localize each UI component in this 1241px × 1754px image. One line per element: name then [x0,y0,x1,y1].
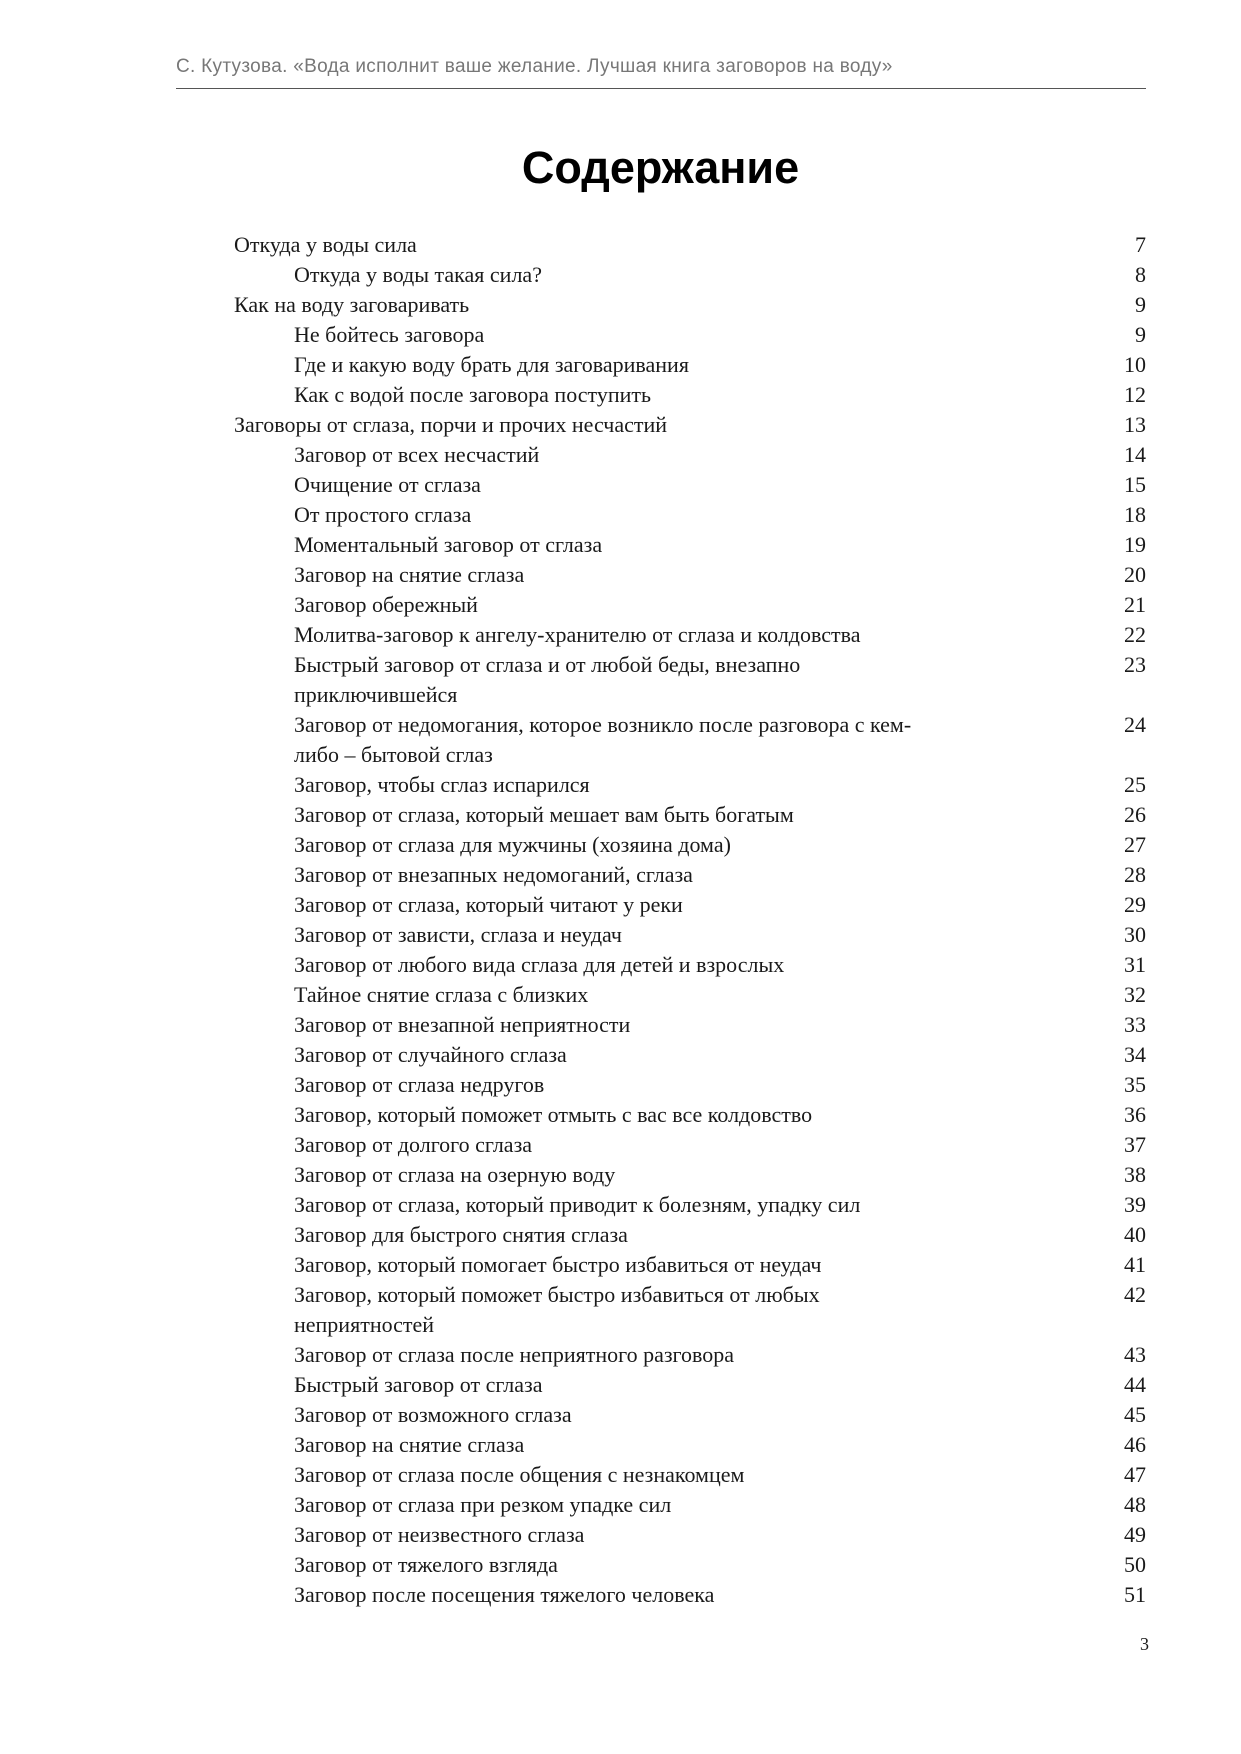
toc-entry-title: Заговор на снятие сглаза [294,562,525,587]
toc-entry-page: 40 [1124,1222,1146,1247]
toc-entry-page: 32 [1124,982,1146,1007]
toc-entry-title: Заговор от сглаза, который мешает вам быть богатым [294,802,794,827]
toc-entry-title: Заговор от сглаза, который приводит к болезням, упадку сил [294,1192,861,1217]
toc-entry-page: 12 [1124,382,1146,407]
toc-entry-page: 7 [1135,232,1146,257]
toc-entry-page: 14 [1124,442,1146,467]
toc-entry[interactable] [234,1100,1146,1130]
toc-entry[interactable] [234,1430,1146,1460]
toc-entry-page: 10 [1124,352,1146,377]
toc-entry[interactable] [234,860,1146,890]
toc-entry-title: Моментальный заговор от сглаза [294,532,603,557]
toc-entry[interactable] [234,1370,1146,1400]
table-of-contents [234,230,1146,1610]
toc-entry-title: Заговор от сглаза для мужчины (хозяина дома) [294,832,731,857]
toc-entry-page: 29 [1124,892,1146,917]
toc-entry-page: 9 [1135,322,1146,347]
toc-entry-title: Заговор от сглаза на озерную воду [294,1162,616,1187]
toc-entry[interactable] [234,590,1146,620]
toc-entry-title: Заговор от всех несчастий [294,442,540,467]
toc-entry[interactable] [234,1400,1146,1430]
toc-entry-page: 44 [1124,1372,1146,1397]
toc-entry[interactable] [234,980,1146,1010]
toc-entry[interactable] [234,1220,1146,1250]
toc-entry-title: Заговор от недомогания, которое возникло после разговора с кем-либо – бытовой сглаз [294,712,912,767]
toc-entry[interactable] [234,350,1146,380]
toc-entry[interactable] [234,1490,1146,1520]
toc-entry-page: 30 [1124,922,1146,947]
toc-entry-title: Заговор от любого вида сглаза для детей и взрослых [294,952,785,977]
toc-entry-title: Как с водой после заговора поступить [294,382,652,407]
toc-entry-title: Заговор от неизвестного сглаза [294,1522,585,1547]
toc-entry-page: 38 [1124,1162,1146,1187]
toc-entry-page: 43 [1124,1342,1146,1367]
toc-entry-title: Не бойтесь заговора [294,322,485,347]
toc-entry-title: Заговор от сглаза недругов [294,1072,545,1097]
toc-entry-page: 21 [1124,592,1146,617]
toc-entry-title: Заговор от сглаза, который читают у реки [294,892,683,917]
toc-entry-title: Заговор для быстрого снятия сглаза [294,1222,628,1247]
toc-entry[interactable] [234,890,1146,920]
toc-entry-title: Заговор обережный [294,592,478,617]
toc-entry-page: 49 [1124,1522,1146,1547]
toc-entry[interactable] [234,1160,1146,1190]
toc-entry-title: Где и какую воду брать для заговаривания [294,352,689,377]
toc-entry-page: 48 [1124,1492,1146,1517]
toc-entry[interactable] [234,290,1146,320]
toc-entry[interactable] [234,1580,1146,1610]
toc-entry-page: 50 [1124,1552,1146,1577]
toc-entry[interactable] [234,410,1146,440]
toc-entry[interactable] [234,1040,1146,1070]
toc-entry-title: Заговор от внезапной неприятности [294,1012,631,1037]
toc-entry-page: 8 [1135,262,1146,287]
toc-entry-title: Тайное снятие сглаза с близких [294,982,589,1007]
toc-entry[interactable] [234,380,1146,410]
toc-entry-page: 18 [1124,502,1146,527]
toc-entry[interactable] [234,1070,1146,1100]
toc-entry-title: Быстрый заговор от сглаза [294,1372,543,1397]
toc-entry[interactable] [234,1550,1146,1580]
toc-entry-title: Заговор от случайного сглаза [294,1042,567,1067]
toc-entry-page: 31 [1124,952,1146,977]
toc-entry-page: 28 [1124,862,1146,887]
toc-entry[interactable] [234,1010,1146,1040]
toc-entry-page: 15 [1124,472,1146,497]
page-number: 3 [1140,1634,1149,1654]
toc-entry-title: Заговоры от сглаза, порчи и прочих несчастий [234,412,668,437]
toc-entry-title: Заговор от внезапных недомоганий, сглаза [294,862,693,887]
toc-entry-page: 39 [1124,1192,1146,1217]
toc-entry-title: Заговор на снятие сглаза [294,1432,525,1457]
toc-entry-title: Молитва-заговор к ангелу-хранителю от сглаза и колдовства [294,622,861,647]
toc-entry-page: 9 [1135,292,1146,317]
toc-entry[interactable] [234,530,1146,560]
toc-entry-page: 46 [1124,1432,1146,1457]
toc-entry[interactable] [234,1190,1146,1220]
toc-entry-page: 45 [1124,1402,1146,1427]
toc-entry[interactable] [234,500,1146,530]
toc-entry-title: Как на воду заговаривать [234,292,470,317]
toc-entry-page: 47 [1124,1462,1146,1487]
toc-entry-title: Заговор, который поможет быстро избавиться от любых неприятностей [294,1282,820,1337]
toc-entry-page: 34 [1124,1042,1146,1067]
toc-entry-page: 22 [1124,622,1146,647]
toc-entry-page: 42 [1124,1282,1146,1307]
toc-entry-page: 35 [1124,1072,1146,1097]
toc-entry-title: Заговор от долгого сглаза [294,1132,533,1157]
toc-entry-title: Заговор после посещения тяжелого человека [294,1582,715,1607]
toc-entry[interactable] [234,1520,1146,1550]
toc-entry[interactable] [234,830,1146,860]
toc-entry[interactable] [234,320,1146,350]
toc-entry-page: 24 [1124,712,1146,737]
toc-entry[interactable] [234,800,1146,830]
toc-entry[interactable] [234,1130,1146,1160]
page-title: Содержание [521,142,800,193]
toc-entry-title: Заговор от возможного сглаза [294,1402,572,1427]
toc-entry-page: 25 [1124,772,1146,797]
toc-entry[interactable] [234,1340,1146,1370]
toc-entry[interactable] [234,560,1146,590]
toc-entry-title: Заговор от сглаза после неприятного разговора [294,1342,735,1367]
toc-entry-title: От простого сглаза [294,502,472,527]
toc-entry-page: 13 [1124,412,1146,437]
toc-entry[interactable] [234,710,1146,770]
toc-entry[interactable] [234,1460,1146,1490]
toc-entry-page: 26 [1124,802,1146,827]
toc-entry[interactable] [234,950,1146,980]
header-divider [176,88,1146,89]
toc-entry[interactable] [234,230,1146,260]
toc-entry[interactable] [234,470,1146,500]
toc-entry-title: Откуда у воды сила [234,232,417,257]
toc-entry[interactable] [234,650,1146,710]
toc-entry-title: Быстрый заговор от сглаза и от любой беды, внезапно приключившейся [294,652,801,707]
toc-entry-title: Заговор от сглаза после общения с незнакомцем [294,1462,745,1487]
toc-entry-page: 33 [1124,1012,1146,1037]
toc-entry-title: Заговор, который поможет отмыть с вас все колдовство [294,1102,813,1127]
toc-entry-page: 23 [1124,652,1146,677]
toc-entry-page: 36 [1124,1102,1146,1127]
toc-entry-title: Заговор, который помогает быстро избавиться от неудач [294,1252,822,1277]
toc-entry-page: 19 [1124,532,1146,557]
toc-entry-page: 41 [1124,1252,1146,1277]
toc-entry-title: Заговор, чтобы сглаз испарился [294,772,590,797]
toc-entry[interactable] [234,1280,1146,1340]
toc-entry[interactable] [234,920,1146,950]
running-header: С. Кутузова. «Вода исполнит ваше желание. Лучшая книга заговоров на воду» [176,56,893,77]
toc-entry-title: Очищение от сглаза [294,472,481,497]
toc-entry[interactable] [234,260,1146,290]
toc-entry-page: 51 [1124,1582,1146,1607]
toc-entry-title: Заговор от зависти, сглаза и неудач [294,922,622,947]
toc-entry-page: 27 [1124,832,1146,857]
toc-entry[interactable] [234,770,1146,800]
toc-entry-title: Заговор от сглаза при резком упадке сил [294,1492,672,1517]
toc-entry-title: Откуда у воды такая сила? [294,262,542,287]
toc-entry[interactable] [234,440,1146,470]
toc-entry-title: Заговор от тяжелого взгляда [294,1552,558,1577]
toc-entry-page: 20 [1124,562,1146,587]
toc-entry[interactable] [234,1250,1146,1280]
toc-entry[interactable] [234,620,1146,650]
toc-entry-page: 37 [1124,1132,1146,1157]
